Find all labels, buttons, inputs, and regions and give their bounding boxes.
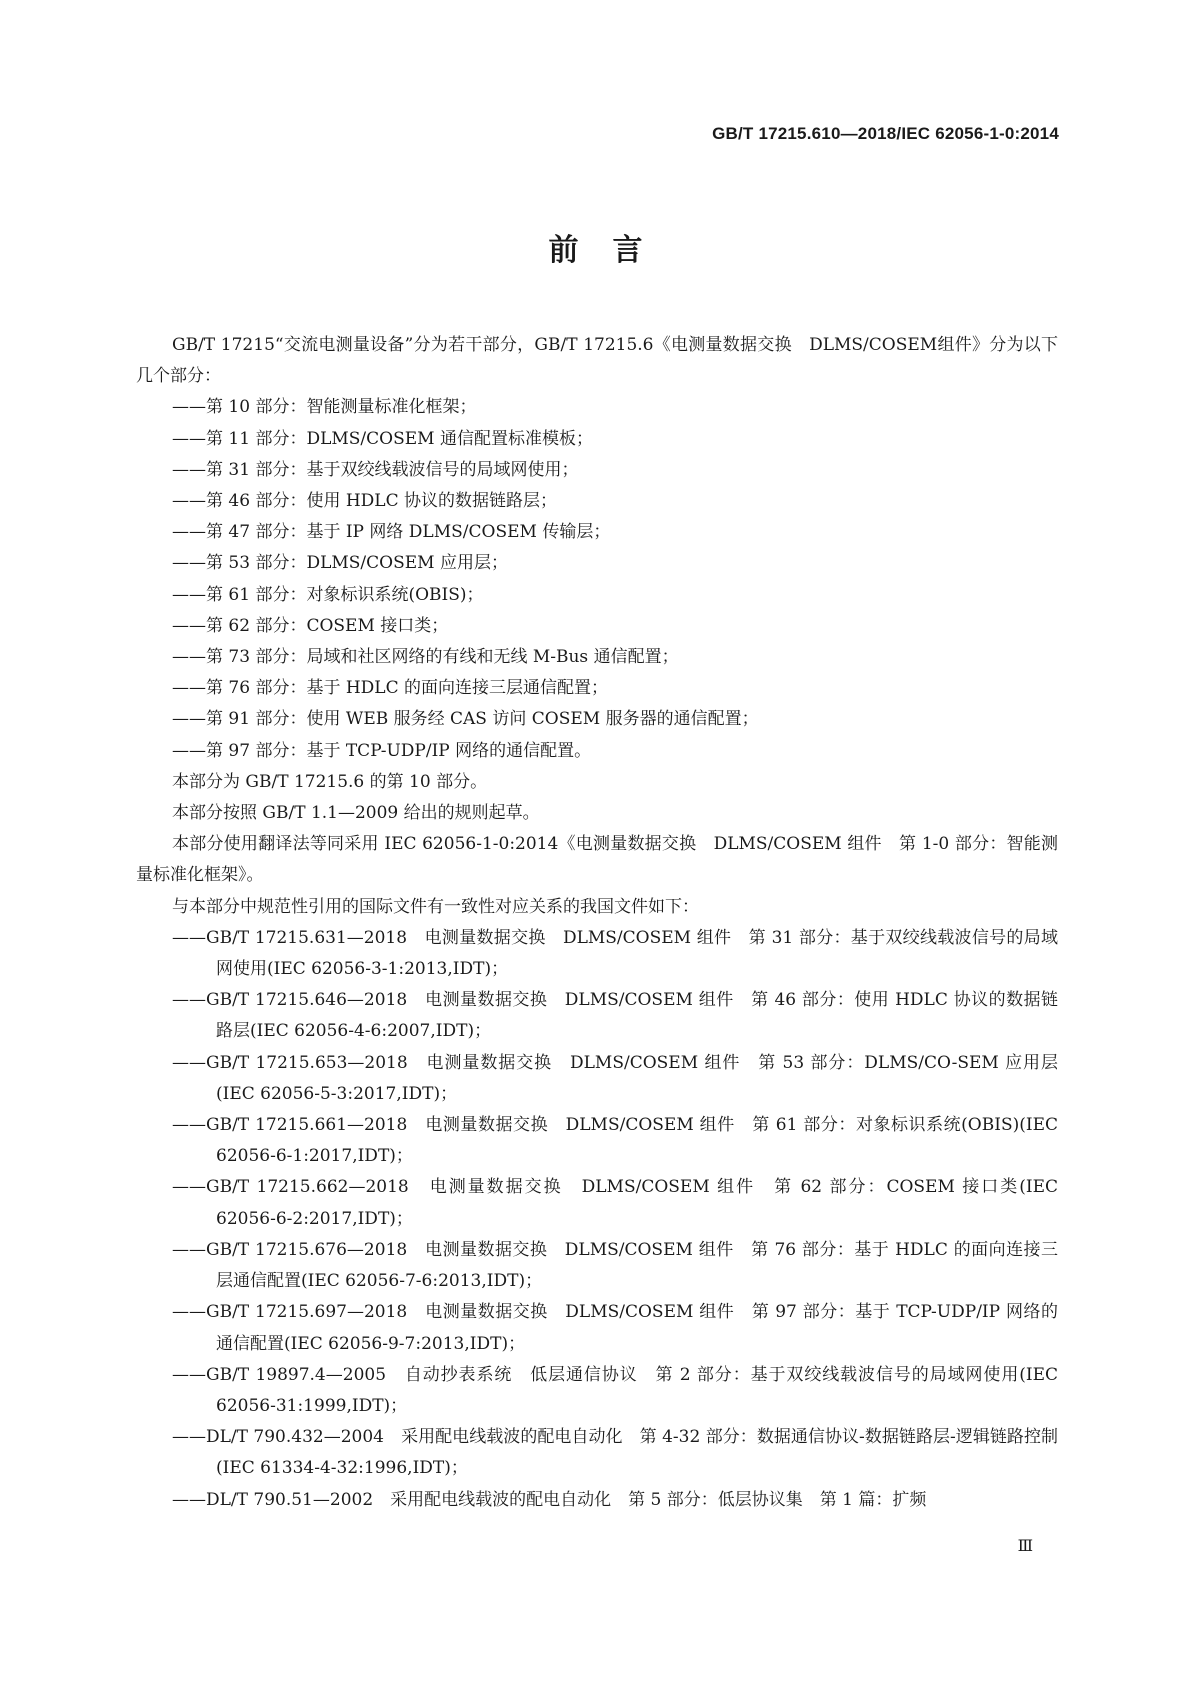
part-list-item: ——第 53 部分：DLMS/COSEM 应用层； bbox=[172, 553, 508, 574]
intro-paragraph: GB/T 17215“交流电测量设备”分为若干部分，GB/T 17215.6《电测量数据交换 DLMS/COSEM组件》分为以下几个部分： bbox=[136, 335, 1058, 387]
part-list-item: ——第 61 部分：对象标识系统(OBIS)； bbox=[172, 584, 484, 605]
page-number: Ⅲ bbox=[1017, 1536, 1033, 1555]
reference-list-item: ——GB/T 17215.646—2018 电测量数据交换 DLMS/COSEM 组件 第 46 部分：使用 HDLC 协议的数据链路层(IEC 62056-4-6:2007,IDT)； bbox=[172, 990, 1058, 1042]
part-list-item: ——第 47 部分：基于 IP 网络 DLMS/COSEM 传输层； bbox=[172, 522, 611, 543]
reference-list-item: ——GB/T 17215.676—2018 电测量数据交换 DLMS/COSEM 组件 第 76 部分：基于 HDLC 的面向连接三层通信配置(IEC 62056-7-6:2013,IDT)； bbox=[172, 1239, 1058, 1292]
references-intro: 与本部分中规范性引用的国际文件有一致性对应关系的我国文件如下： bbox=[172, 896, 699, 917]
translation-statement: 本部分使用翻译法等同采用 IEC 62056-1-0:2014《电测量数据交换 DLMS/COSEM 组件 第 1-0 部分：智能测量标准化框架》。 bbox=[136, 834, 1058, 886]
part-list-item: ——第 73 部分：局域和社区网络的有线和无线 M-Bus 通信配置； bbox=[172, 647, 679, 668]
foreword-body bbox=[136, 330, 1058, 1516]
part-list-item: ——第 11 部分：DLMS/COSEM 通信配置标准模板； bbox=[172, 428, 593, 449]
part-statement: 本部分为 GB/T 17215.6 的第 10 部分。 bbox=[172, 771, 488, 792]
reference-list-item: ——DL/T 790.432—2004 采用配电线载波的配电自动化 第 4-32 部分：数据通信协议-数据链路层-逻辑链路控制(IEC 61334-4-32:1996,IDT)； bbox=[172, 1427, 1058, 1479]
reference-list-item: ——GB/T 17215.653—2018 电测量数据交换 DLMS/COSEM 组件 第 53 部分：DLMS/CO-SEM 应用层(IEC 62056-5-3:2017,IDT)； bbox=[172, 1052, 1058, 1104]
reference-list-item: ——GB/T 17215.662—2018 电测量数据交换 DLMS/COSEM 组件 第 62 部分：COSEM 接口类(IEC 62056-6-2:2017,IDT)； bbox=[172, 1177, 1058, 1229]
page-title: 前言 bbox=[548, 233, 677, 268]
part-list-item: ——第 10 部分：智能测量标准化框架； bbox=[172, 397, 477, 418]
part-list-item: ——第 76 部分：基于 HDLC 的面向连接三层通信配置； bbox=[172, 678, 608, 699]
part-list-item: ——第 97 部分：基于 TCP-UDP/IP 网络的通信配置。 bbox=[172, 740, 592, 761]
reference-list-item: ——GB/T 19897.4—2005 自动抄表系统 低层通信协议 第 2 部分：基于双绞线载波信号的局域网使用(IEC 62056-31:1999,IDT)； bbox=[172, 1364, 1058, 1416]
drafting-statement: 本部分按照 GB/T 1.1—2009 给出的规则起草。 bbox=[172, 803, 540, 824]
reference-list-item: ——DL/T 790.51—2002 采用配电线载波的配电自动化 第 5 部分：低层协议集 第 1 篇：扩频 bbox=[172, 1489, 927, 1510]
reference-list-item: ——GB/T 17215.661—2018 电测量数据交换 DLMS/COSEM 组件 第 61 部分：对象标识系统(OBIS)(IEC 62056-6-1:2017,IDT)； bbox=[172, 1115, 1058, 1167]
part-list-item: ——第 91 部分：使用 WEB 服务经 CAS 访问 COSEM 服务器的通信配置； bbox=[172, 709, 759, 730]
part-list-item: ——第 46 部分：使用 HDLC 协议的数据链路层； bbox=[172, 491, 557, 512]
standard-number: GB/T 17215.610—2018/IEC 62056-1-0:2014 bbox=[712, 124, 1059, 143]
part-list-item: ——第 31 部分：基于双绞线载波信号的局域网使用； bbox=[172, 459, 579, 480]
reference-list-item: ——GB/T 17215.697—2018 电测量数据交换 DLMS/COSEM 组件 第 97 部分：基于 TCP-UDP/IP 网络的通信配置(IEC 62056-9-7:2013,IDT)； bbox=[172, 1302, 1058, 1354]
part-list-item: ——第 62 部分：COSEM 接口类； bbox=[172, 615, 449, 636]
reference-list-item: ——GB/T 17215.631—2018 电测量数据交换 DLMS/COSEM 组件 第 31 部分：基于双绞线载波信号的局域网使用(IEC 62056-3-1:2013,IDT)； bbox=[172, 927, 1058, 980]
